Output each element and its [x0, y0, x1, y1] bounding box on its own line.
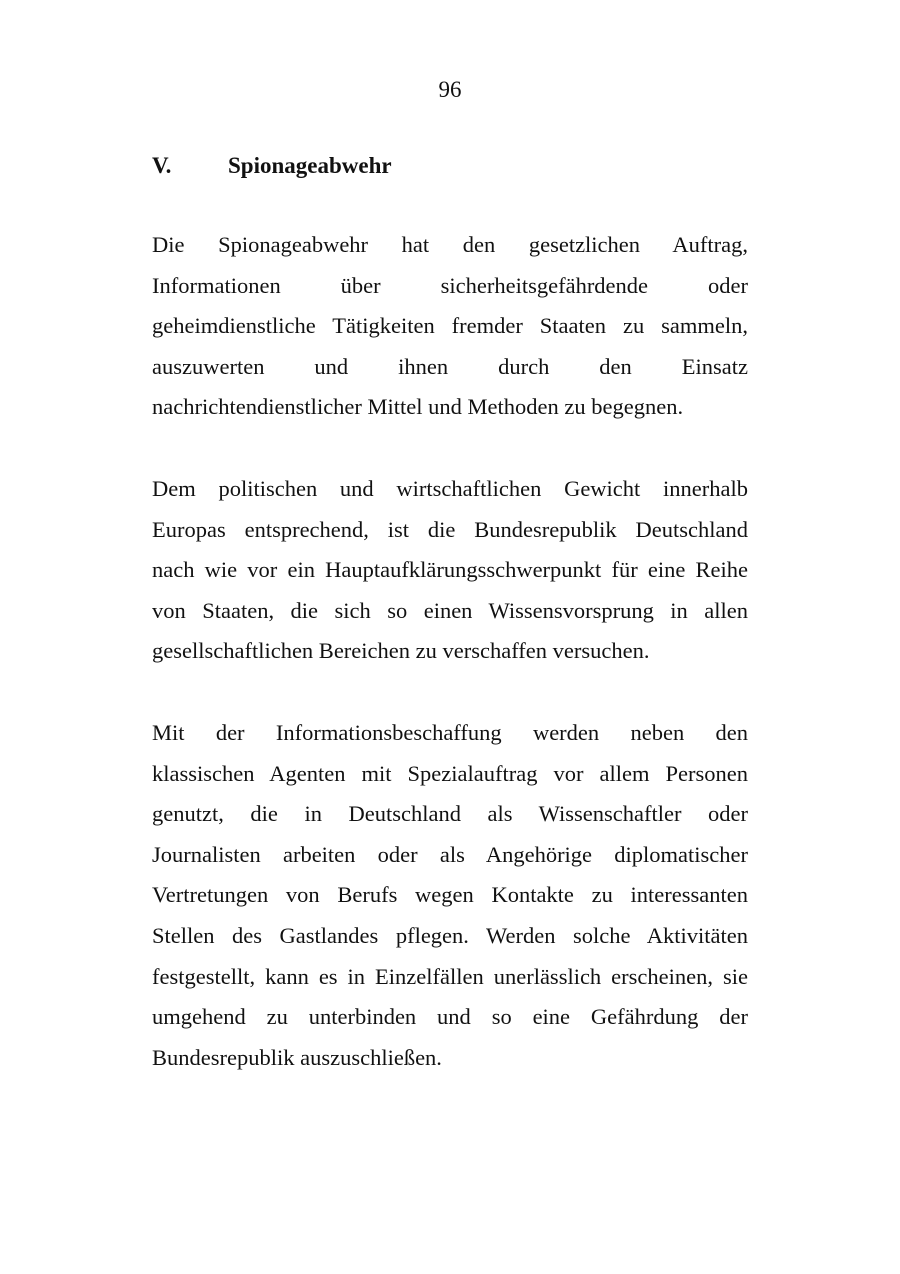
paragraph-line: auszuwerten und ihnen durch den Einsatz — [152, 353, 748, 379]
paragraph-line: Vertretungen von Berufs wegen Kontakte zu interessanten — [152, 882, 748, 908]
section-number: V. — [152, 153, 172, 178]
paragraph-line: Bundesrepublik auszuschließen. — [152, 1044, 442, 1070]
paragraph-line: umgehend zu unterbinden und so eine Gefährdung der — [152, 1004, 748, 1030]
paragraph-line: Die Spionageabwehr hat den gesetzlichen Auftrag, — [152, 232, 748, 257]
paragraph-line: Dem politischen und wirtschaftlichen Gewicht innerhalb — [152, 476, 748, 501]
paragraph-line: nachrichtendienstlicher Mittel und Methoden zu begegnen. — [152, 394, 684, 420]
paragraph — [152, 469, 748, 672]
paragraph-line: Informationen über sicherheitsgefährdende oder — [152, 272, 748, 298]
paragraph-line: geheimdienstliche Tätigkeiten fremder Staaten zu sammeln, — [152, 313, 748, 339]
paragraph-line: klassischen Agenten mit Spezialauftrag vor allem Personen — [152, 760, 748, 786]
paragraph-line: von Staaten, die sich so einen Wissensvorsprung in allen — [152, 597, 748, 623]
paragraph-line: genutzt, die in Deutschland als Wissenschaftler oder — [152, 801, 748, 827]
paragraph — [152, 713, 748, 1078]
paragraph-line: Mit der Informationsbeschaffung werden neben den — [152, 720, 748, 745]
page-number: 96 — [438, 77, 462, 102]
paragraph — [152, 225, 748, 428]
paragraph-line: gesellschaftlichen Bereichen zu verschaffen versuchen. — [152, 638, 650, 664]
section-title: Spionageabwehr — [228, 153, 392, 178]
paragraph-line: Stellen des Gastlandes pflegen. Werden solche Aktivitäten — [152, 922, 748, 948]
paragraph-line: Europas entsprechend, ist die Bundesrepublik Deutschland — [152, 516, 748, 542]
section-heading — [152, 150, 392, 182]
paragraph-line: nach wie vor ein Hauptaufklärungsschwerpunkt für eine Reihe — [152, 557, 748, 583]
paragraph-line: Journalisten arbeiten oder als Angehörige diplomatischer — [152, 841, 748, 867]
paragraph-line: festgestellt, kann es in Einzelfällen unerlässlich erscheinen, sie — [152, 963, 748, 989]
